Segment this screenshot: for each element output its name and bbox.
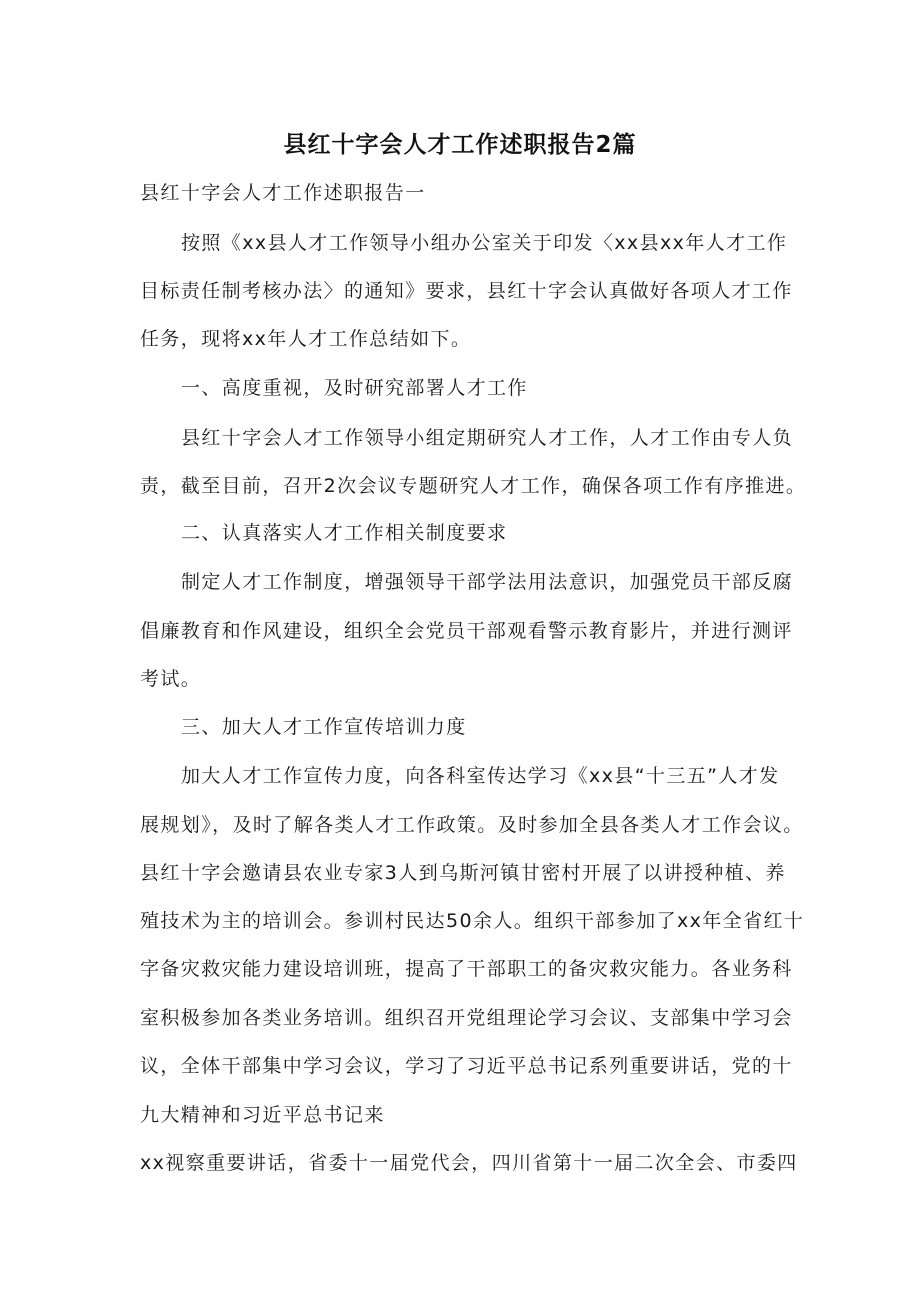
paragraph-line: 目标责任制考核办法〉的通知》要求，县红十字会认真做好各项人才工作 <box>140 280 793 302</box>
paragraph-line: 室积极参加各类业务培训。组织召开党组理论学习会议、支部集中学习会 <box>140 1007 793 1029</box>
paragraph-line: 责，截至目前，召开2次会议专题研究人才工作，确保各项工作有序推进。 <box>140 475 807 497</box>
paragraph-line: 殖技术为主的培训会。参训村民达50余人。组织干部参加了xx年全省红十 <box>140 910 805 932</box>
report-subtitle: 县红十字会人才工作述职报告一 <box>140 182 426 204</box>
section-heading: 三、加大人才工作宣传培训力度 <box>181 716 467 738</box>
paragraph-line: 任务，现将xx年人才工作总结如下。 <box>140 328 472 350</box>
paragraph-line: 制定人才工作制度，增强领导干部学法用法意识，加强党员干部反腐 <box>181 571 794 593</box>
paragraph-line: 按照《xx县人才工作领导小组办公室关于印发〈xx县xx年人才工作 <box>181 232 788 254</box>
paragraph-line: 字备灾救灾能力建设培训班，提高了干部职工的备灾救灾能力。各业务科 <box>140 958 793 980</box>
paragraph-line: 县红十字会邀请县农业专家3人到乌斯河镇甘密村开展了以讲授种植、养 <box>140 862 786 884</box>
paragraph-line: xx视察重要讲话，省委十一届党代会，四川省第十一届二次全会、市委四 <box>140 1152 798 1174</box>
document-title: 县红十字会人才工作述职报告2篇 <box>283 132 637 158</box>
paragraph-line: 议，全体干部集中学习会议，学习了习近平总书记系列重要讲话，党的十 <box>140 1055 793 1077</box>
section-heading: 一、高度重视，及时研究部署人才工作 <box>181 377 528 399</box>
paragraph-line: 倡廉教育和作风建设，组织全会党员干部观看警示教育影片，并进行测评 <box>140 620 793 642</box>
paragraph-line: 县红十字会人才工作领导小组定期研究人才工作，人才工作由专人负 <box>181 427 794 449</box>
paragraph-line: 九大精神和习近平总书记来 <box>140 1104 385 1126</box>
section-heading: 二、认真落实人才工作相关制度要求 <box>181 522 508 544</box>
paragraph-line: 展规划》，及时了解各类人才工作政策。及时参加全县各类人才工作会议。 <box>140 814 804 836</box>
paragraph-line: 加大人才工作宣传力度，向各科室传达学习《xx县“十三五”人才发 <box>181 765 780 787</box>
paragraph-line: 考试。 <box>140 668 202 690</box>
